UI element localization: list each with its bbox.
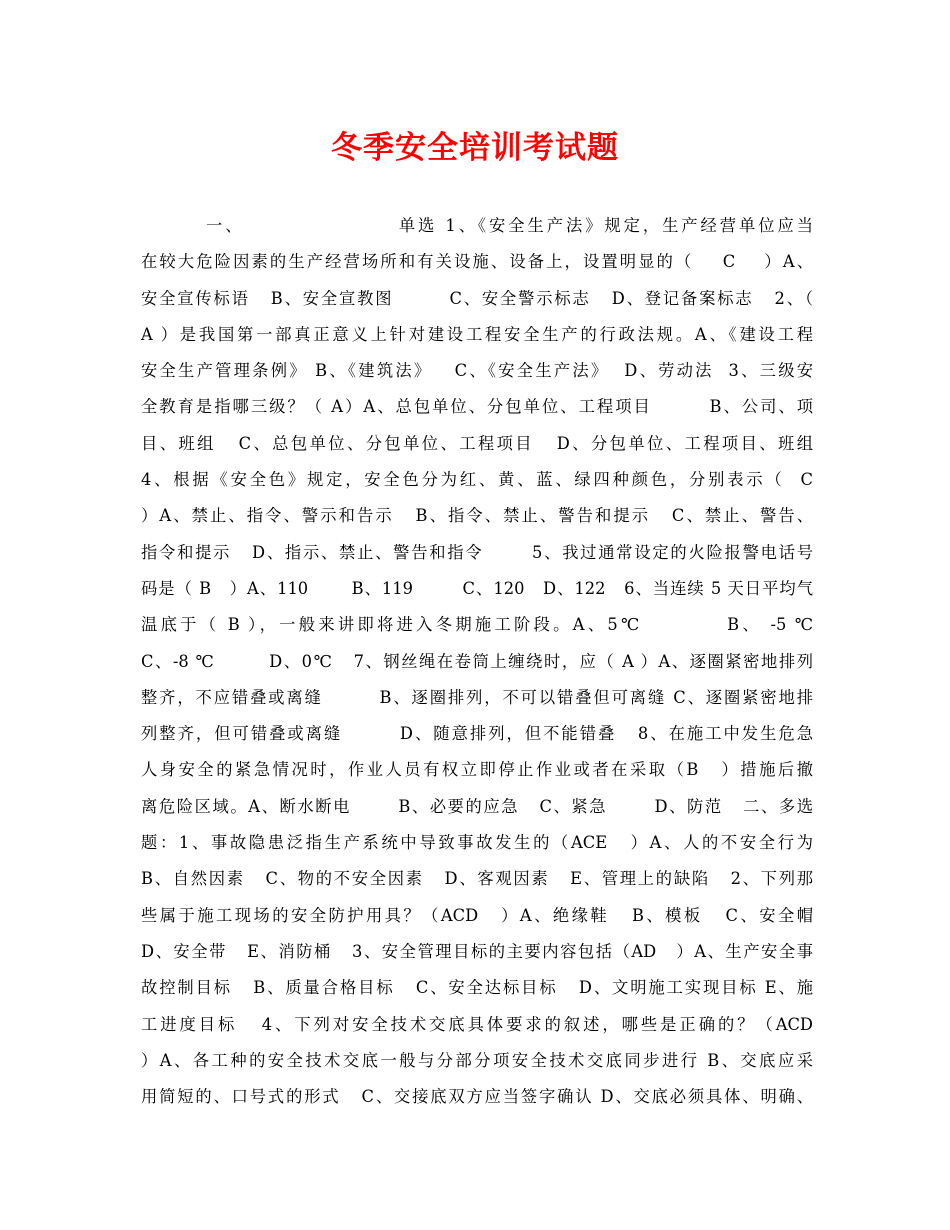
body-line: 目、班组 C、总包单位、分包单位、工程项目 D、分包单位、工程项目、班组: [141, 433, 813, 453]
body-line: 用简短的、口号式的形式 C、交接底双方应当签字确认 D、交底必须具体、明确、: [141, 1087, 813, 1107]
body-line: 列整齐，但可错叠或离缝 D、随意排列，但不能错叠 8、在施工中发生危急: [141, 724, 813, 744]
body-line: 些属于施工现场的安全防护用具？（ACD ）A、绝缘鞋 B、模板 C、安全帽: [141, 905, 813, 925]
body-line: 故控制目标 B、质量合格目标 C、安全达标目标 D、文明施工实现目标 E、施: [141, 978, 813, 998]
body-line: ）A、禁止、指令、警示和告示 B、指令、禁止、警告和提示 C、禁止、警告、: [141, 506, 813, 526]
body-line: 工进度目标 4、下列对安全技术交底具体要求的叙述，哪些是正确的？（ACD: [141, 1014, 813, 1034]
body-line: 全教育是指哪三级？（ A）A、总包单位、分包单位、工程项目 B、公司、项: [141, 397, 813, 417]
body-line: 4、根据《安全色》规定，安全色分为红、黄、蓝、绿四种颜色，分别表示（ C: [141, 470, 813, 490]
body-line: 安全宣传标语 B、安全宣教图 C、安全警示标志 D、登记备案标志 2、（: [141, 288, 813, 308]
document-title: 冬季安全培训考试题: [331, 130, 619, 166]
body-line: 温底于（ B ），一般来讲即将进入冬期施工阶段。A、5℃ B、 -5 ℃: [141, 615, 813, 635]
body-line: 一、 单选 1、《安全生产法》规定，生产经营单位应当: [141, 216, 813, 235]
body-line: 在较大危险因素的生产经营场所和有关设施、设备上，设置明显的（ C ）A、: [141, 252, 813, 272]
body-line: 安全生产管理条例》 B、《建筑法》 C、《安全生产法》 D、劳动法 3、三级安: [141, 361, 813, 381]
body-line: 指令和提示 D、指示、禁止、警告和指令 5、我过通常设定的火险报警电话号: [141, 542, 813, 562]
body-line: D、安全带 E、消防桶 3、安全管理目标的主要内容包括（AD ）A、生产安全事: [141, 941, 813, 961]
body-line: 题：1、事故隐患泛指生产系统中导致事故发生的（ACE ）A、人的不安全行为: [141, 833, 813, 853]
document-body: [141, 208, 813, 1115]
body-line: 码是（ B ）A、110 B、119 C、120 D、122 6、当连续 5 天日平均气: [141, 578, 813, 598]
body-line: A ）是我国第一部真正意义上针对建设工程安全生产的行政法规。A、《建设工程: [141, 324, 813, 344]
body-line: C、-8 ℃ D、0℃ 7、钢丝绳在卷筒上缠绕时，应（ A ）A、逐圈紧密地排列: [141, 651, 813, 671]
body-line: 人身安全的紧急情况时，作业人员有权立即停止作业或者在采取（B ）措施后撤: [141, 760, 813, 780]
body-line: 整齐，不应错叠或离缝 B、逐圈排列，不可以错叠但可离缝 C、逐圈紧密地排: [141, 687, 813, 707]
body-line: B、自然因素 C、物的不安全因素 D、客观因素 E、管理上的缺陷 2、下列那: [141, 869, 813, 889]
body-line: 离危险区域。A、断水断电 B、必要的应急 C、紧急 D、防范 二、多选: [141, 796, 813, 816]
body-line: ）A、各工种的安全技术交底一般与分部分项安全技术交底同步进行 B、交底应采: [141, 1050, 813, 1070]
